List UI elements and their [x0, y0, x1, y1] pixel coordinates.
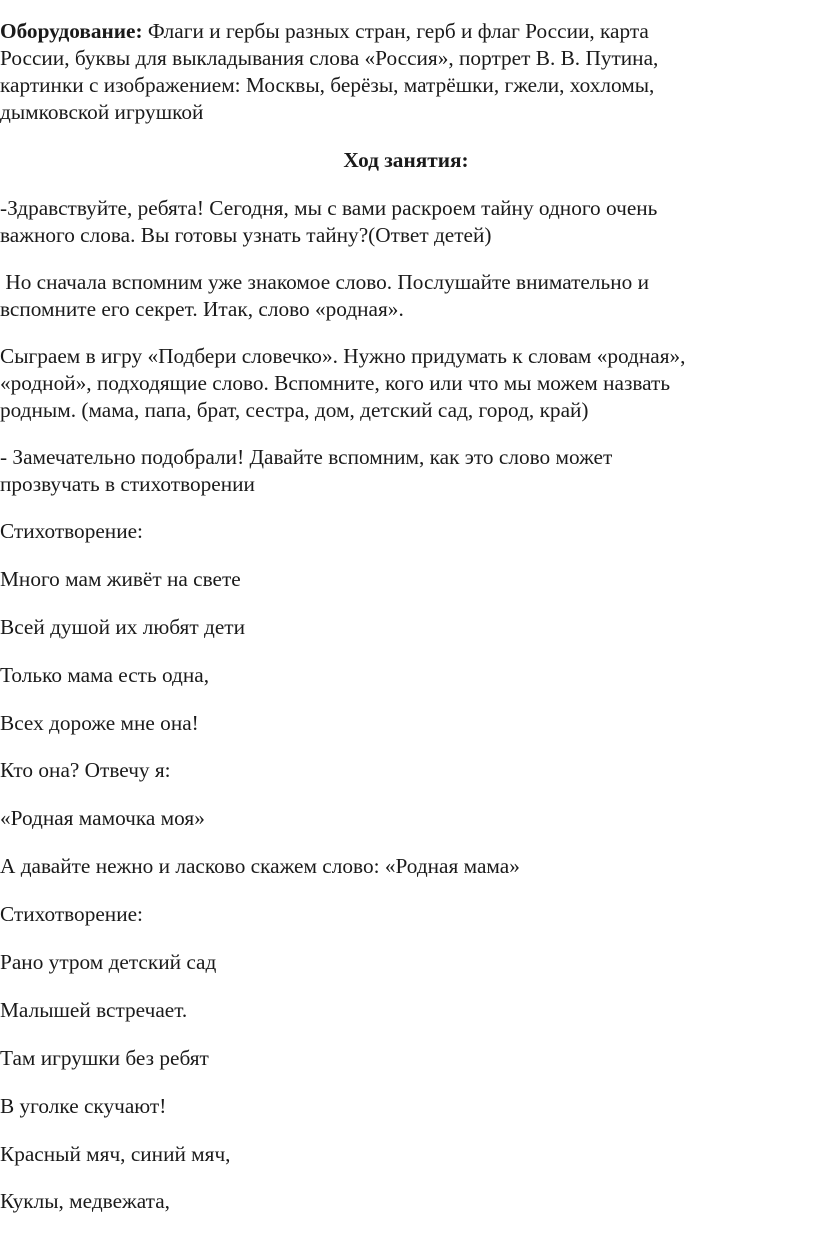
- verse-line: Всех дороже мне она!: [0, 710, 199, 735]
- paragraph-line: прозвучать в стихотворении: [0, 472, 255, 496]
- verse-line: Куклы, медвежата,: [0, 1189, 171, 1214]
- paragraph: [0, 343, 812, 424]
- equipment-label: Оборудование:: [0, 19, 143, 43]
- paragraph-line: -Здравствуйте, ребята! Сегодня, мы с вами раскроем тайну одного очень: [0, 196, 658, 220]
- paragraph-line: «родной», подходящие слово. Вспомните, кого или что мы можем назвать: [0, 371, 671, 395]
- paragraph-line: Сыграем в игру «Подбери словечко». Нужно придумать к словам «родная»,: [0, 344, 686, 368]
- verse-line: В уголке скучают!: [0, 1093, 167, 1118]
- paragraph-line: - Замечательно подобрали! Давайте вспомним, как это слово может: [0, 445, 613, 469]
- paragraph: [0, 195, 812, 249]
- paragraph-line: вспомните его секрет. Итак, слово «родная».: [0, 297, 404, 321]
- equipment-paragraph: [0, 18, 812, 126]
- equipment-line: России, буквы для выкладывания слова «Россия», портрет В. В. Путина,: [0, 46, 659, 70]
- section-heading: Ход занятия:: [343, 148, 469, 172]
- verse-line: Красный мяч, синий мяч,: [0, 1141, 231, 1166]
- verse-line: Малышей встречает.: [0, 997, 188, 1022]
- verse-line: «Родная мамочка моя»: [0, 806, 205, 831]
- equipment-text: Флаги и гербы разных стран, герб и флаг России, карта: [142, 19, 649, 43]
- verse-line: Кто она? Отвечу я:: [0, 758, 171, 783]
- paragraph: [0, 269, 812, 323]
- verse-line: Только мама есть одна,: [0, 662, 210, 687]
- verse-line: Стихотворение:: [0, 902, 143, 927]
- verse-line: Там игрушки без ребят: [0, 1045, 209, 1070]
- verse-line: А давайте нежно и ласково скажем слово: «Родная мама»: [0, 854, 520, 879]
- verse-line: Стихотворение:: [0, 519, 143, 543]
- verse-line: Всей душой их любят дети: [0, 614, 245, 639]
- paragraph: [0, 444, 812, 498]
- equipment-line: картинки с изображением: Москвы, берёзы, матрёшки, гжели, хохломы,: [0, 73, 655, 97]
- verse-line: Много мам живёт на свете: [0, 566, 241, 591]
- paragraph-line: Но сначала вспомним уже знакомое слово. Послушайте внимательно и: [0, 270, 649, 294]
- verse-line: Рано утром детский сад: [0, 950, 217, 975]
- equipment-line: дымковской игрушкой: [0, 100, 204, 124]
- document-page: [0, 18, 812, 1236]
- paragraph-line: важного слова. Вы готовы узнать тайну?(Ответ детей): [0, 223, 492, 247]
- equipment-line: [0, 18, 812, 45]
- paragraph-line: родным. (мама, папа, брат, сестра, дом, детский сад, город, край): [0, 398, 589, 422]
